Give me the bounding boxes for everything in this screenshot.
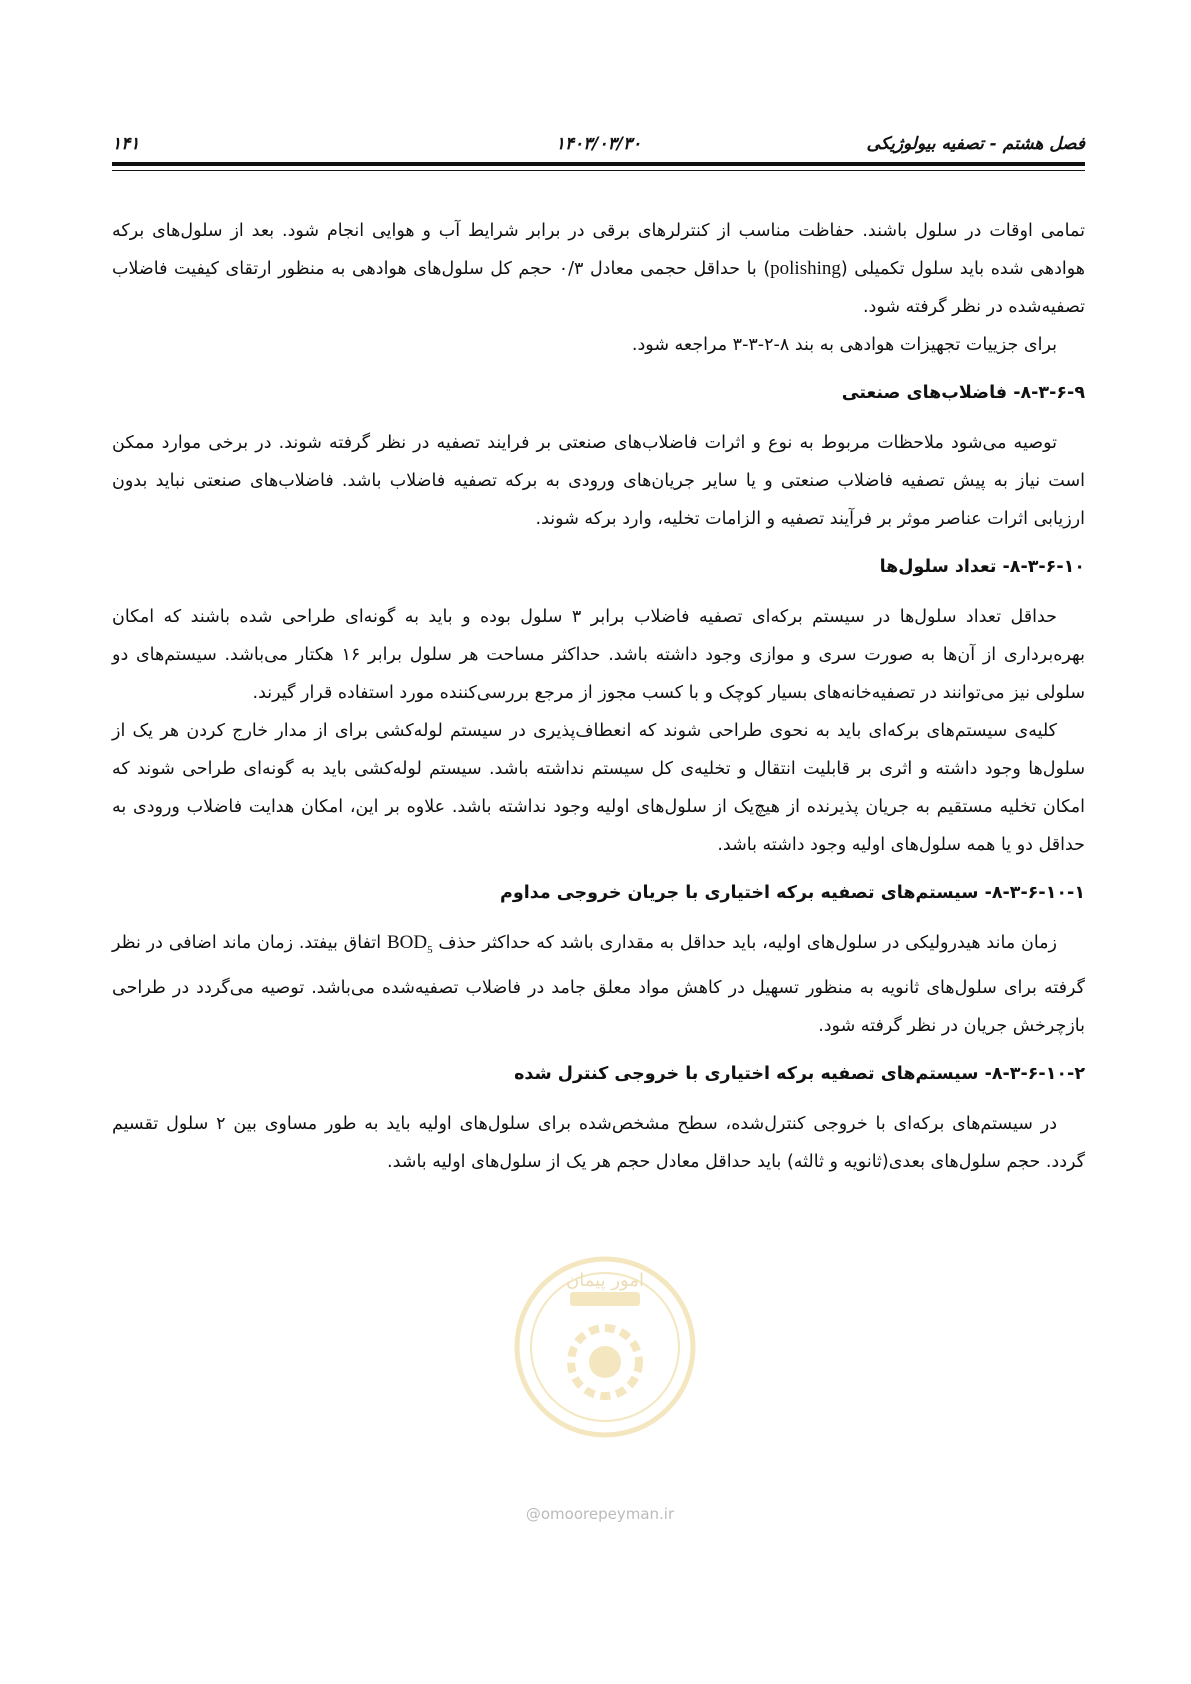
paragraph-industrial: توصیه می‌شود ملاحظات مربوط به نوع و اثرات فاضلاب‌های صنعتی بر فرایند تصفیه در نظر گرفته شوند. در برخی موارد ممکن است نیاز به پیش تصفیه فاضلاب صنعتی و یا سایر جریان‌های ورودی به برکه تصفیه فاضلاب باشد. فاضلاب‌های صنعتی نباید بدون ارزیابی اثرات عناصر موثر بر فرآیند تصفیه و الزامات تخلیه، وارد برکه شوند. xyxy=(112,433,1085,529)
bod-subscript: 5 xyxy=(427,943,433,956)
page-number: ۱۴۱ xyxy=(112,134,140,154)
paragraph-text: ) با حداقل حجمی معادل ۰/۳ حجم کل سلول‌های هوادهی به منظور ارتقای کیفیت فاضلاب تصفیه‌شده در نظر گرفته شود. xyxy=(112,259,1085,317)
paragraph-text: اتفاق بیفتد. زمان ماند اضافی در نظر گرفته برای سلول‌های ثانویه به منظور تسهیل در کاهش مواد معلق جامد در فاضلاب تصفیه‌شده می‌باشد. توصیه می‌گردد در طراحی بازچرخش جریان در نظر گرفته شود. xyxy=(112,933,1085,1036)
paragraph-aeration-cells xyxy=(112,212,1085,326)
chapter-title: فصل هشتم - تصفیه بیولوژیکی xyxy=(866,134,1085,154)
paragraph-retention-time xyxy=(112,924,1085,1045)
section-heading-industrial: ۸-۳-۶-۹- فاضلاب‌های صنعتی xyxy=(841,383,1085,403)
watermark-site: @omoorepeyman.ir xyxy=(525,1505,675,1523)
section-heading-continuous-flow: ۸-۳-۶-۱۰-۱- سیستم‌های تصفیه برکه اختیاری با جریان خروجی مداوم xyxy=(500,883,1085,903)
bod-label: BOD xyxy=(386,932,428,953)
header-date: ۱۴۰۳/۰۳/۳۰ xyxy=(555,134,642,154)
header-rule-thick xyxy=(112,162,1085,166)
watermark-seal-icon xyxy=(510,1252,700,1442)
section-heading-controlled-outflow: ۸-۳-۶-۱۰-۲- سیستم‌های تصفیه برکه اختیاری با خروجی کنترل شده xyxy=(514,1063,1085,1084)
paragraph-controlled-outflow: در سیستم‌های برکه‌ای با خروجی کنترل‌شده، سطح مشخص‌شده برای سلول‌های اولیه باید به طور مساوی بین ۲ سلول تقسیم گردد. حجم سلول‌های بعدی(ثانویه و ثالثه) باید حداقل معادل حجم هر یک از سلول‌های اولیه باشد. xyxy=(112,1113,1085,1172)
paragraph-piping: کلیه‌ی سیستم‌های برکه‌ای باید به نحوی طراحی شوند که انعطاف‌پذیری در سیستم لوله‌کشی برای از مدار خارج کردن هر یک از سلول‌ها وجود داشته و اثری بر قابلیت انتقال و تخلیه‌ی کل سیستم نداشته باشد. سیستم لوله‌کشی باید به گونه‌ای طراحی شوند که امکان تخلیه مستقیم به جریان پذیرنده از هیچ‌یک از سلول‌های اولیه وجود نداشته باشد. علاوه بر این، امکان هدایت فاضلاب ورودی به حداقل دو یا همه سلول‌های اولیه وجود داشته باشد. xyxy=(112,721,1085,855)
section-heading-cell-count: ۸-۳-۶-۱۰- تعداد سلول‌ها xyxy=(879,557,1085,577)
watermark-seal-text: امور پیمان xyxy=(566,1270,644,1291)
header-rule-thin xyxy=(112,170,1085,171)
bod-term xyxy=(386,932,433,956)
paragraph-text: زمان ماند هیدرولیکی در سلول‌های اولیه، باید حداقل به مقداری باشد که حداکثر حذف xyxy=(432,933,1057,953)
paragraph-cell-count: حداقل تعداد سلول‌ها در سیستم برکه‌ای تصفیه فاضلاب برابر ۳ سلول بوده و باید به گونه‌ای طراحی شده باشند که امکان بهره‌برداری از آن‌ها به صورت سری و موازی وجود داشته باشد. حداکثر مساحت هر سلول برابر ۱۶ هکتار می‌باشد. سیستم‌های دو سلولی نیز می‌توانند در تصفیه‌خانه‌های بسیار کوچک و با کسب مجوز از مرجع بررسی‌کننده مورد استفاده قرار گیرند. xyxy=(112,607,1085,703)
paragraph-aeration-reference: برای جزییات تجهیزات هوادهی به بند ۸-۲-۳-۳ مراجعه شود. xyxy=(631,335,1057,355)
document-body xyxy=(112,212,1085,1181)
latin-term: polishing xyxy=(770,258,841,279)
paragraph-text: تمامی اوقات در سلول باشند. حفاظت مناسب از کنترلرهای برقی در برابر شرایط آب و هوایی انجام شود. بعد از سلول‌های برکه هوادهی شده باید سلول تکمیلی ( xyxy=(112,221,1085,279)
